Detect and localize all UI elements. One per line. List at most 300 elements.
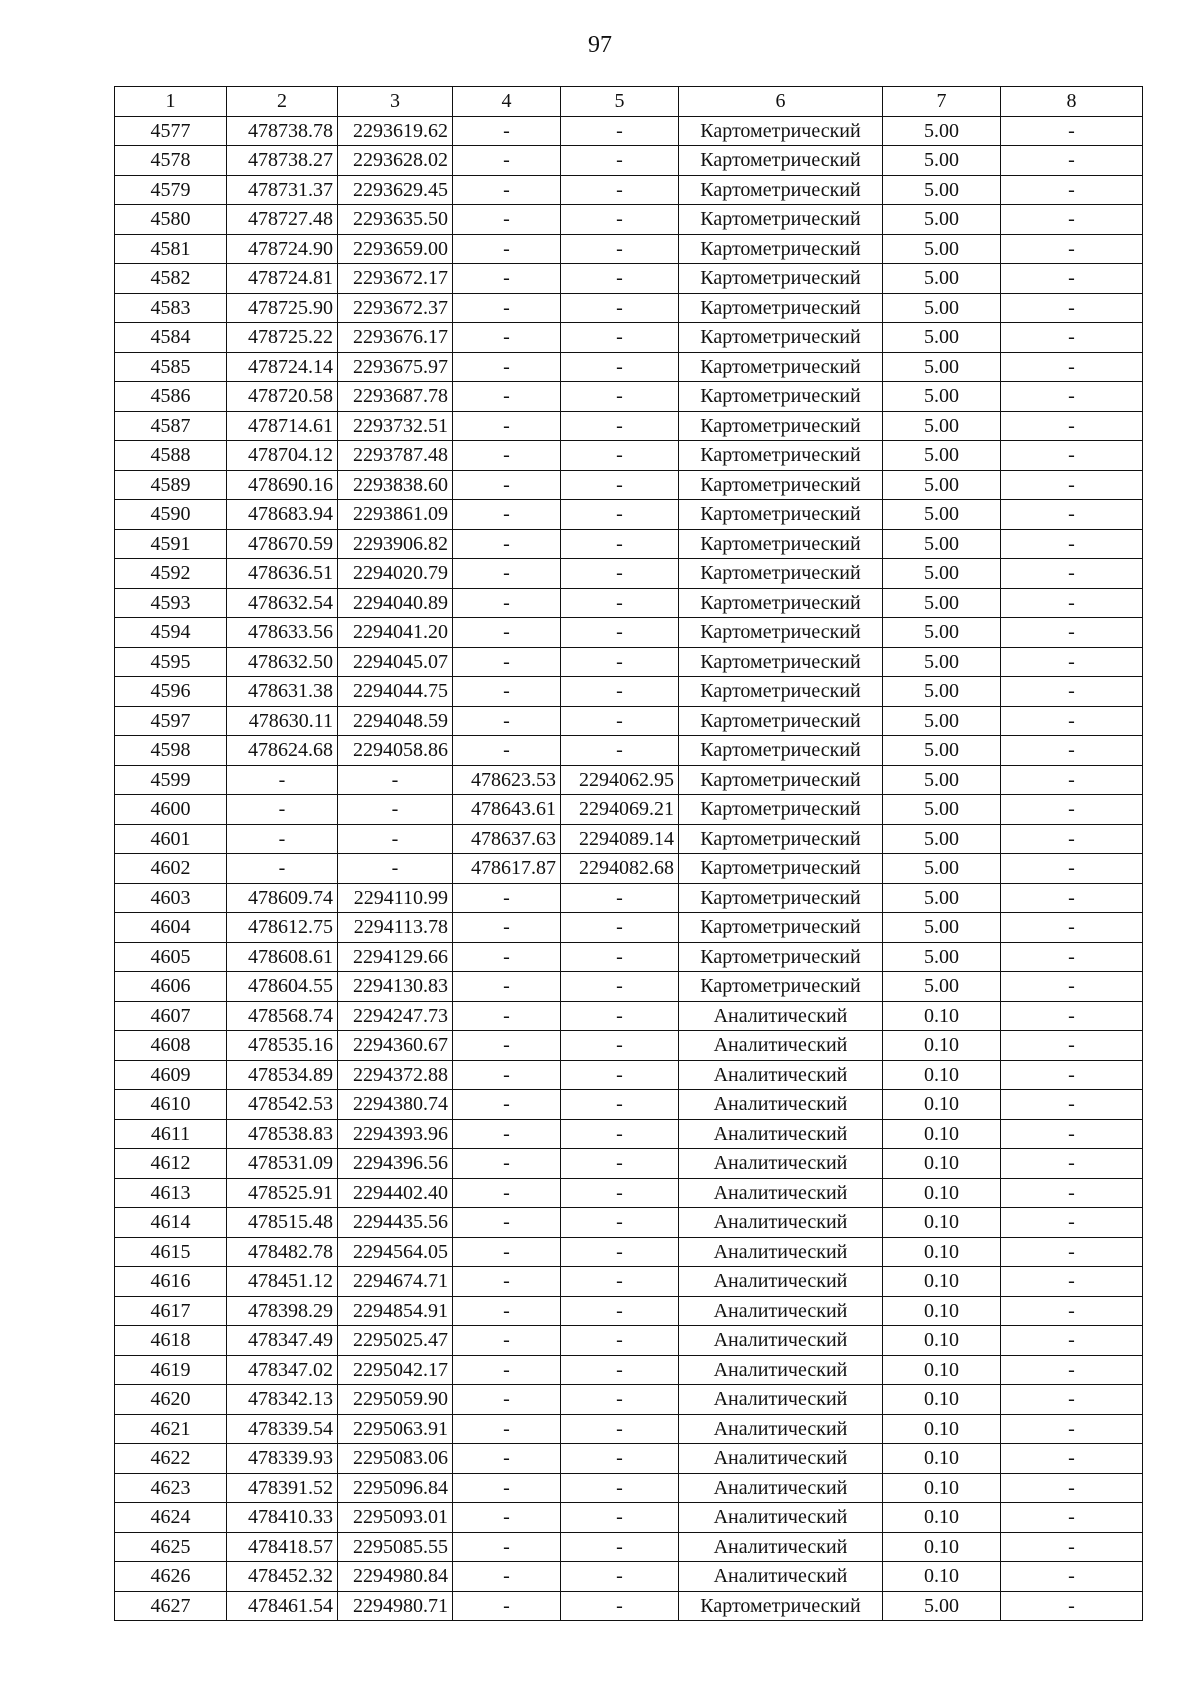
table-row [115,883,1143,913]
accuracy-cell: 5.00 [883,795,1001,825]
method-cell: Аналитический [679,1178,883,1208]
point-number-cell: 4613 [115,1178,227,1208]
point-number-cell: 4603 [115,883,227,913]
description-cell: - [1001,1060,1143,1090]
description-cell: - [1001,795,1143,825]
table-row [115,942,1143,972]
table-row [115,854,1143,884]
method-cell: Картометрический [679,441,883,471]
x-coordinate-cell: 478568.74 [227,1001,338,1031]
y-coordinate-cell: - [338,765,453,795]
accuracy-cell: 0.10 [883,1414,1001,1444]
y-new-coordinate-cell: - [561,293,679,323]
x-coordinate-cell: 478398.29 [227,1296,338,1326]
description-cell: - [1001,234,1143,264]
x-coordinate-cell: 478482.78 [227,1237,338,1267]
method-cell: Картометрический [679,352,883,382]
accuracy-cell: 5.00 [883,618,1001,648]
y-new-coordinate-cell: - [561,529,679,559]
y-coordinate-cell: 2294980.71 [338,1591,453,1621]
x-new-coordinate-cell: - [453,1149,561,1179]
point-number-cell: 4620 [115,1385,227,1415]
y-new-coordinate-cell: 2294082.68 [561,854,679,884]
x-new-coordinate-cell: - [453,1267,561,1297]
accuracy-cell: 5.00 [883,116,1001,146]
accuracy-cell: 0.10 [883,1237,1001,1267]
point-number-cell: 4578 [115,146,227,176]
x-new-coordinate-cell: - [453,264,561,294]
y-coordinate-cell: 2293629.45 [338,175,453,205]
x-new-coordinate-cell: - [453,559,561,589]
description-cell: - [1001,854,1143,884]
y-new-coordinate-cell: - [561,1031,679,1061]
table-row [115,824,1143,854]
accuracy-cell: 5.00 [883,942,1001,972]
point-number-cell: 4626 [115,1562,227,1592]
description-cell: - [1001,1355,1143,1385]
method-cell: Картометрический [679,529,883,559]
y-coordinate-cell: 2294380.74 [338,1090,453,1120]
y-new-coordinate-cell: 2294089.14 [561,824,679,854]
column-header-4: 4 [453,87,561,117]
y-new-coordinate-cell: - [561,677,679,707]
accuracy-cell: 0.10 [883,1208,1001,1238]
x-new-coordinate-cell: 478643.61 [453,795,561,825]
accuracy-cell: 0.10 [883,1473,1001,1503]
method-cell: Аналитический [679,1119,883,1149]
y-new-coordinate-cell: - [561,1385,679,1415]
description-cell: - [1001,1090,1143,1120]
table-row [115,618,1143,648]
method-cell: Картометрический [679,647,883,677]
y-coordinate-cell: 2294372.88 [338,1060,453,1090]
column-header-1: 1 [115,87,227,117]
description-cell: - [1001,1532,1143,1562]
x-new-coordinate-cell: - [453,323,561,353]
x-new-coordinate-cell: - [453,1178,561,1208]
y-coordinate-cell: 2294674.71 [338,1267,453,1297]
y-coordinate-cell: 2294402.40 [338,1178,453,1208]
table-row [115,972,1143,1002]
x-coordinate-cell: 478461.54 [227,1591,338,1621]
accuracy-cell: 5.00 [883,559,1001,589]
y-coordinate-cell: 2295083.06 [338,1444,453,1474]
description-cell: - [1001,972,1143,1002]
x-coordinate-cell: 478347.02 [227,1355,338,1385]
description-cell: - [1001,588,1143,618]
y-new-coordinate-cell: - [561,942,679,972]
table-row [115,1591,1143,1621]
y-new-coordinate-cell: 2294069.21 [561,795,679,825]
x-coordinate-cell: 478612.75 [227,913,338,943]
x-new-coordinate-cell: - [453,588,561,618]
point-number-cell: 4602 [115,854,227,884]
table-row [115,647,1143,677]
x-coordinate-cell: 478731.37 [227,175,338,205]
accuracy-cell: 5.00 [883,470,1001,500]
table-row [115,1267,1143,1297]
point-number-cell: 4615 [115,1237,227,1267]
accuracy-cell: 0.10 [883,1385,1001,1415]
table-row [115,411,1143,441]
method-cell: Аналитический [679,1090,883,1120]
accuracy-cell: 5.00 [883,854,1001,884]
page-number: 97 [588,32,612,58]
x-coordinate-cell: 478683.94 [227,500,338,530]
x-coordinate-cell: 478632.54 [227,588,338,618]
description-cell: - [1001,411,1143,441]
y-coordinate-cell: 2293838.60 [338,470,453,500]
y-coordinate-cell: 2293635.50 [338,205,453,235]
x-coordinate-cell: 478738.78 [227,116,338,146]
column-header-5: 5 [561,87,679,117]
accuracy-cell: 0.10 [883,1562,1001,1592]
point-number-cell: 4594 [115,618,227,648]
point-number-cell: 4584 [115,323,227,353]
table-row [115,1001,1143,1031]
y-coordinate-cell: 2295063.91 [338,1414,453,1444]
y-new-coordinate-cell: - [561,1237,679,1267]
description-cell: - [1001,1149,1143,1179]
x-new-coordinate-cell: 478617.87 [453,854,561,884]
accuracy-cell: 5.00 [883,529,1001,559]
x-coordinate-cell: 478720.58 [227,382,338,412]
x-new-coordinate-cell: - [453,441,561,471]
y-new-coordinate-cell: - [561,706,679,736]
x-new-coordinate-cell: - [453,1296,561,1326]
method-cell: Аналитический [679,1414,883,1444]
description-cell: - [1001,146,1143,176]
method-cell: Картометрический [679,205,883,235]
accuracy-cell: 5.00 [883,647,1001,677]
y-new-coordinate-cell: - [561,1060,679,1090]
y-new-coordinate-cell: - [561,1119,679,1149]
accuracy-cell: 5.00 [883,500,1001,530]
y-new-coordinate-cell: - [561,1444,679,1474]
accuracy-cell: 5.00 [883,588,1001,618]
point-number-cell: 4614 [115,1208,227,1238]
x-new-coordinate-cell: - [453,1355,561,1385]
x-coordinate-cell: 478690.16 [227,470,338,500]
y-new-coordinate-cell: - [561,883,679,913]
x-new-coordinate-cell: - [453,736,561,766]
table-row [115,1473,1143,1503]
description-cell: - [1001,352,1143,382]
y-new-coordinate-cell: - [561,352,679,382]
y-coordinate-cell: 2294980.84 [338,1562,453,1592]
y-new-coordinate-cell: - [561,588,679,618]
x-new-coordinate-cell: - [453,677,561,707]
description-cell: - [1001,1296,1143,1326]
table-row [115,529,1143,559]
method-cell: Картометрический [679,382,883,412]
accuracy-cell: 5.00 [883,264,1001,294]
y-new-coordinate-cell: - [561,116,679,146]
point-number-cell: 4581 [115,234,227,264]
x-new-coordinate-cell: - [453,1532,561,1562]
x-new-coordinate-cell: - [453,618,561,648]
x-coordinate-cell: 478624.68 [227,736,338,766]
method-cell: Картометрический [679,618,883,648]
point-number-cell: 4621 [115,1414,227,1444]
x-coordinate-cell: 478631.38 [227,677,338,707]
accuracy-cell: 5.00 [883,972,1001,1002]
table-row [115,382,1143,412]
accuracy-cell: 5.00 [883,765,1001,795]
table-row [115,1149,1143,1179]
table-row [115,1119,1143,1149]
y-new-coordinate-cell: - [561,382,679,412]
description-cell: - [1001,942,1143,972]
method-cell: Картометрический [679,795,883,825]
accuracy-cell: 5.00 [883,293,1001,323]
point-number-cell: 4592 [115,559,227,589]
y-coordinate-cell: 2293619.62 [338,116,453,146]
y-coordinate-cell: 2295025.47 [338,1326,453,1356]
x-coordinate-cell: 478604.55 [227,972,338,1002]
method-cell: Картометрический [679,588,883,618]
table-row [115,1090,1143,1120]
accuracy-cell: 5.00 [883,1591,1001,1621]
table-row [115,588,1143,618]
y-coordinate-cell: 2294113.78 [338,913,453,943]
x-coordinate-cell: 478515.48 [227,1208,338,1238]
table-header [115,87,1143,117]
x-new-coordinate-cell: - [453,1001,561,1031]
y-coordinate-cell: 2294564.05 [338,1237,453,1267]
point-number-cell: 4595 [115,647,227,677]
method-cell: Аналитический [679,1208,883,1238]
method-cell: Аналитический [679,1296,883,1326]
table-row [115,1208,1143,1238]
point-number-cell: 4619 [115,1355,227,1385]
method-cell: Аналитический [679,1385,883,1415]
y-coordinate-cell: 2293628.02 [338,146,453,176]
point-number-cell: 4623 [115,1473,227,1503]
table-row [115,913,1143,943]
y-coordinate-cell: 2293906.82 [338,529,453,559]
accuracy-cell: 5.00 [883,913,1001,943]
y-new-coordinate-cell: - [561,1296,679,1326]
y-coordinate-cell: 2295096.84 [338,1473,453,1503]
table-row [115,175,1143,205]
method-cell: Картометрический [679,824,883,854]
y-coordinate-cell: 2294396.56 [338,1149,453,1179]
method-cell: Картометрический [679,234,883,264]
method-cell: Аналитический [679,1267,883,1297]
x-coordinate-cell: - [227,854,338,884]
point-number-cell: 4618 [115,1326,227,1356]
point-number-cell: 4599 [115,765,227,795]
y-new-coordinate-cell: - [561,1562,679,1592]
description-cell: - [1001,1444,1143,1474]
method-cell: Картометрический [679,411,883,441]
coordinates-table [114,86,1143,1621]
x-new-coordinate-cell: - [453,972,561,1002]
y-new-coordinate-cell: - [561,1267,679,1297]
method-cell: Аналитический [679,1060,883,1090]
accuracy-cell: 0.10 [883,1503,1001,1533]
x-coordinate-cell: 478608.61 [227,942,338,972]
method-cell: Картометрический [679,883,883,913]
description-cell: - [1001,293,1143,323]
point-number-cell: 4586 [115,382,227,412]
x-new-coordinate-cell: - [453,1591,561,1621]
description-cell: - [1001,264,1143,294]
table-row [115,116,1143,146]
point-number-cell: 4579 [115,175,227,205]
x-new-coordinate-cell: - [453,1414,561,1444]
table-row [115,323,1143,353]
y-new-coordinate-cell: - [561,1178,679,1208]
y-new-coordinate-cell: - [561,264,679,294]
x-coordinate-cell: 478525.91 [227,1178,338,1208]
table-body [115,116,1143,1621]
x-new-coordinate-cell: - [453,913,561,943]
table-row [115,1532,1143,1562]
method-cell: Картометрический [679,706,883,736]
x-coordinate-cell: 478725.90 [227,293,338,323]
table-row [115,1444,1143,1474]
table-row [115,1296,1143,1326]
method-cell: Картометрический [679,1591,883,1621]
x-new-coordinate-cell: - [453,382,561,412]
x-coordinate-cell: 478452.32 [227,1562,338,1592]
description-cell: - [1001,618,1143,648]
x-new-coordinate-cell: - [453,1090,561,1120]
description-cell: - [1001,175,1143,205]
accuracy-cell: 5.00 [883,205,1001,235]
x-new-coordinate-cell: - [453,470,561,500]
y-new-coordinate-cell: - [561,736,679,766]
point-number-cell: 4610 [115,1090,227,1120]
x-coordinate-cell: 478347.49 [227,1326,338,1356]
description-cell: - [1001,529,1143,559]
x-new-coordinate-cell: - [453,1060,561,1090]
method-cell: Аналитический [679,1562,883,1592]
y-new-coordinate-cell: - [561,1208,679,1238]
table-row [115,559,1143,589]
x-coordinate-cell: 478542.53 [227,1090,338,1120]
x-coordinate-cell: 478339.93 [227,1444,338,1474]
accuracy-cell: 5.00 [883,146,1001,176]
y-new-coordinate-cell: - [561,1532,679,1562]
table-row [115,470,1143,500]
x-new-coordinate-cell: - [453,529,561,559]
column-header-2: 2 [227,87,338,117]
description-cell: - [1001,706,1143,736]
description-cell: - [1001,470,1143,500]
table-row [115,234,1143,264]
description-cell: - [1001,1414,1143,1444]
y-coordinate-cell: 2294040.89 [338,588,453,618]
x-new-coordinate-cell: - [453,146,561,176]
y-coordinate-cell: 2293732.51 [338,411,453,441]
method-cell: Аналитический [679,1149,883,1179]
column-header-3: 3 [338,87,453,117]
x-new-coordinate-cell: - [453,1444,561,1474]
table-row [115,500,1143,530]
method-cell: Картометрический [679,470,883,500]
description-cell: - [1001,1326,1143,1356]
description-cell: - [1001,500,1143,530]
point-number-cell: 4606 [115,972,227,1002]
description-cell: - [1001,205,1143,235]
description-cell: - [1001,1208,1143,1238]
x-new-coordinate-cell: - [453,1119,561,1149]
accuracy-cell: 5.00 [883,175,1001,205]
table-row [115,795,1143,825]
x-new-coordinate-cell: - [453,500,561,530]
table-row [115,1031,1143,1061]
point-number-cell: 4624 [115,1503,227,1533]
description-cell: - [1001,116,1143,146]
accuracy-cell: 0.10 [883,1149,1001,1179]
y-coordinate-cell: 2293672.37 [338,293,453,323]
description-cell: - [1001,1001,1143,1031]
column-header-8: 8 [1001,87,1143,117]
y-new-coordinate-cell: - [561,1473,679,1503]
x-coordinate-cell: 478738.27 [227,146,338,176]
table-row [115,765,1143,795]
y-new-coordinate-cell: 2294062.95 [561,765,679,795]
x-new-coordinate-cell: - [453,1562,561,1592]
point-number-cell: 4616 [115,1267,227,1297]
method-cell: Картометрический [679,559,883,589]
table-row [115,205,1143,235]
table-row [115,1178,1143,1208]
x-new-coordinate-cell: - [453,175,561,205]
table-row [115,352,1143,382]
y-new-coordinate-cell: - [561,1355,679,1385]
x-new-coordinate-cell: - [453,706,561,736]
x-coordinate-cell: 478391.52 [227,1473,338,1503]
x-coordinate-cell: 478636.51 [227,559,338,589]
y-coordinate-cell: 2293687.78 [338,382,453,412]
point-number-cell: 4583 [115,293,227,323]
point-number-cell: 4608 [115,1031,227,1061]
description-cell: - [1001,559,1143,589]
x-new-coordinate-cell: 478623.53 [453,765,561,795]
x-new-coordinate-cell: - [453,1385,561,1415]
table-row [115,293,1143,323]
method-cell: Картометрический [679,323,883,353]
y-new-coordinate-cell: - [561,205,679,235]
point-number-cell: 4598 [115,736,227,766]
table-row [115,1503,1143,1533]
y-coordinate-cell: 2294393.96 [338,1119,453,1149]
x-new-coordinate-cell: - [453,234,561,264]
x-new-coordinate-cell: - [453,1208,561,1238]
y-new-coordinate-cell: - [561,647,679,677]
x-coordinate-cell: 478339.54 [227,1414,338,1444]
y-new-coordinate-cell: - [561,1326,679,1356]
accuracy-cell: 5.00 [883,352,1001,382]
method-cell: Картометрический [679,500,883,530]
x-new-coordinate-cell: - [453,116,561,146]
y-coordinate-cell: 2294044.75 [338,677,453,707]
point-number-cell: 4600 [115,795,227,825]
description-cell: - [1001,441,1143,471]
y-new-coordinate-cell: - [561,1591,679,1621]
accuracy-cell: 0.10 [883,1267,1001,1297]
y-new-coordinate-cell: - [561,618,679,648]
y-coordinate-cell: 2295042.17 [338,1355,453,1385]
point-number-cell: 4617 [115,1296,227,1326]
accuracy-cell: 0.10 [883,1178,1001,1208]
x-new-coordinate-cell: - [453,352,561,382]
method-cell: Картометрический [679,116,883,146]
